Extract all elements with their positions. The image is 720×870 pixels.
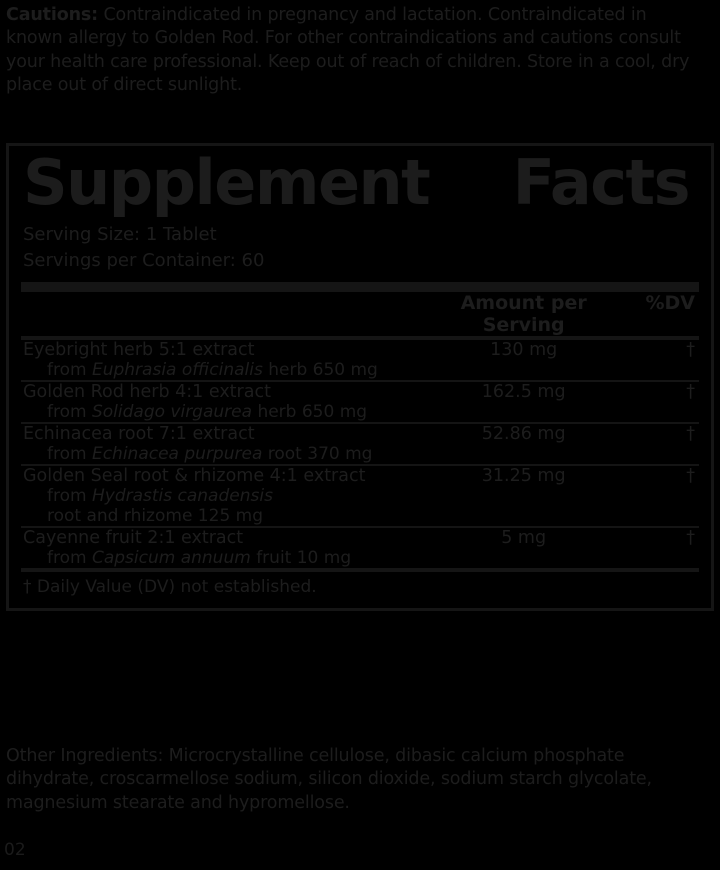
table-row: [19, 382, 701, 422]
cautions-block: [6, 4, 706, 98]
ingredient-name-cell: [19, 528, 421, 568]
ingredient-dv: †: [686, 424, 695, 445]
ingredient-dv: †: [686, 528, 695, 549]
ingredient-amount: 130 mg: [490, 340, 558, 361]
ingredient-dv: †: [686, 466, 695, 487]
other-ingredients: Other Ingredients: Microcrystalline cellulose, dibasic calcium phosphate dihydrate, croscarmellose sodium, silicon dioxide, sodium starch glycolate, magnesium stearate and hypromellose.: [6, 746, 652, 813]
header-dv: %DV: [645, 292, 695, 315]
ingredient-name: Echinacea root 7:1 extract: [23, 424, 255, 445]
ingredient-source: [23, 444, 421, 464]
facts-rows-5: [19, 528, 701, 568]
ingredient-amount: 31.25 mg: [481, 466, 566, 487]
ingredient-name-cell: [19, 466, 421, 526]
source-prefix: from: [47, 402, 92, 423]
table-row: [19, 340, 701, 380]
ingredient-source: [23, 360, 421, 380]
ingredient-name: Cayenne fruit 2:1 extract: [23, 528, 244, 549]
table-row: [19, 424, 701, 464]
ingredient-dv: †: [686, 382, 695, 403]
ingredient-name-cell: [19, 340, 421, 380]
source-suffix: fruit 10 mg: [250, 548, 352, 569]
servings-per-container: Servings per Container: 60: [23, 250, 265, 272]
ingredient-amount: 5 mg: [501, 528, 547, 549]
ingredient-name: Eyebright herb 5:1 extract: [23, 340, 255, 361]
table-row: [19, 528, 701, 568]
source-prefix: from: [47, 444, 92, 465]
header-amount: Amount per Serving: [460, 292, 587, 337]
source-prefix: from: [47, 360, 92, 381]
facts-rows-3: [19, 424, 701, 464]
source-prefix: from: [47, 486, 92, 507]
ingredient-dv: †: [686, 340, 695, 361]
cautions-text: Contraindicated in pregnancy and lactation. Contraindicated in known allergy to Golden Rod. For other contraindications and cautions consult your health care professional. Keep out of reach of children. Store in a cool, dry place out of direct sunlight.: [6, 5, 690, 96]
facts-table: [19, 292, 701, 336]
source-latin-name: Solidago virgaurea: [91, 402, 253, 423]
ingredient-source-line2: root and rhizome 125 mg: [47, 506, 264, 527]
ingredient-source: [23, 402, 421, 422]
source-latin-name: Euphrasia officinalis: [91, 360, 263, 381]
ingredient-name-cell: [19, 382, 421, 422]
title-word-facts: Facts: [512, 146, 689, 219]
table-row: [19, 466, 701, 526]
title-word-supplement: Supplement: [23, 146, 430, 219]
supplement-facts-panel: [6, 143, 714, 611]
source-latin-name: Hydrastis canadensis: [91, 486, 273, 507]
source-prefix: from: [47, 548, 92, 569]
ingredient-source: [23, 486, 421, 506]
source-latin-name: Echinacea purpurea: [91, 444, 263, 465]
facts-header-row: [19, 292, 701, 336]
source-suffix: herb 650 mg: [262, 360, 378, 381]
corner-code: 02: [4, 840, 26, 860]
daily-value-footnote: † Daily Value (DV) not established.: [23, 577, 317, 598]
source-suffix: herb 650 mg: [252, 402, 368, 423]
serving-info: [19, 218, 701, 280]
supplement-facts-title: [19, 146, 701, 219]
source-latin-name: Capsicum annuum: [91, 548, 251, 569]
ingredient-name-cell: [19, 424, 421, 464]
ingredient-amount: 52.86 mg: [481, 424, 566, 445]
serving-size: Serving Size: 1 Tablet: [23, 224, 217, 245]
ingredient-source: [23, 548, 421, 568]
rule-thick-top: [21, 282, 699, 292]
facts-rows-4: [19, 466, 701, 526]
ingredient-amount: 162.5 mg: [481, 382, 566, 403]
ingredient-name: Golden Seal root & rhizome 4:1 extract: [23, 466, 366, 487]
facts-rows-1: [19, 340, 701, 380]
source-suffix: root 370 mg: [262, 444, 373, 465]
ingredient-name: Golden Rod herb 4:1 extract: [23, 382, 271, 403]
cautions-label: Cautions:: [6, 5, 99, 25]
facts-rows-2: [19, 382, 701, 422]
header-name: [19, 292, 421, 336]
